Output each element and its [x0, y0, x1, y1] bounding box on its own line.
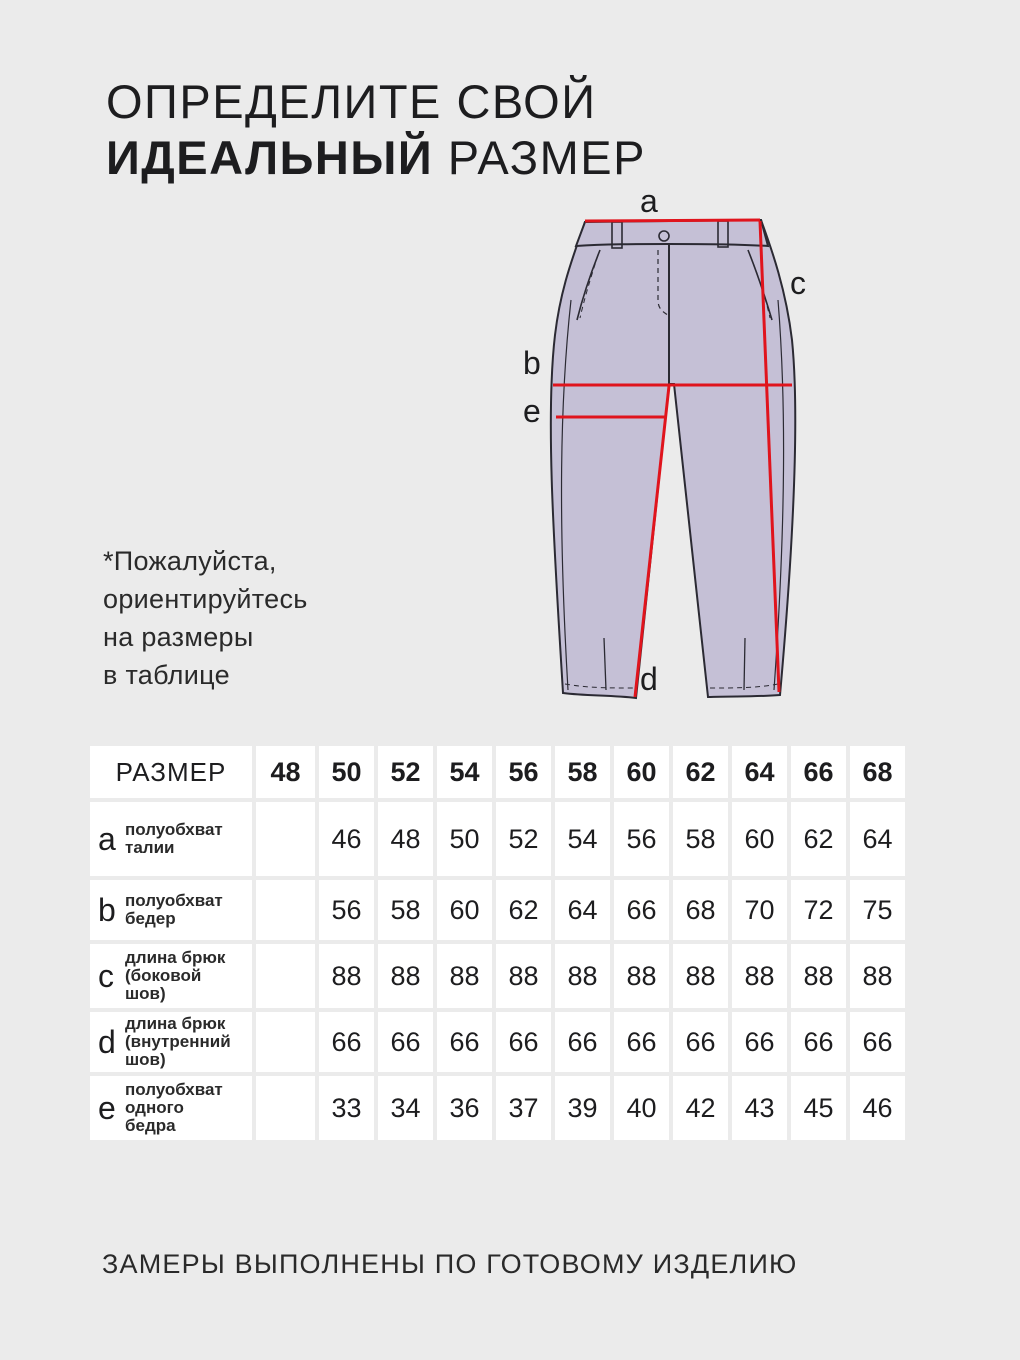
label-e: e [523, 393, 541, 429]
label-d: d [640, 661, 658, 697]
table-cell: 43 [732, 1076, 787, 1140]
table-cell: 64 [850, 802, 905, 876]
table-cell: 39 [555, 1076, 610, 1140]
table-cell: 88 [791, 944, 846, 1008]
header-size: 68 [850, 746, 905, 798]
row-label: e полуобхват одного бедра [90, 1076, 252, 1140]
table-cell: 62 [496, 880, 551, 940]
measure-a-line [585, 220, 760, 221]
row-label: d длина брюк (внутренний шов) [90, 1012, 252, 1072]
table-cell: 88 [673, 944, 728, 1008]
table-cell: 60 [732, 802, 787, 876]
table-cell: 66 [614, 1012, 669, 1072]
table-row-e [90, 1076, 905, 1140]
table-cell [256, 802, 315, 876]
header-size: 56 [496, 746, 551, 798]
table-cell: 46 [850, 1076, 905, 1140]
table-cell: 48 [378, 802, 433, 876]
table-cell: 66 [319, 1012, 374, 1072]
table-row-a [90, 802, 905, 876]
table-row-b [90, 880, 905, 940]
table-cell [256, 944, 315, 1008]
table-cell: 72 [791, 880, 846, 940]
table-cell: 88 [319, 944, 374, 1008]
note-line: на размеры [103, 622, 254, 652]
label-c: c [790, 265, 806, 301]
table-header-row [90, 746, 905, 798]
table-cell: 37 [496, 1076, 551, 1140]
header-size: 60 [614, 746, 669, 798]
button-icon [659, 231, 669, 241]
row-letter: a [98, 821, 116, 857]
table-cell: 52 [496, 802, 551, 876]
trousers-drawing [551, 220, 795, 698]
table-cell: 66 [850, 1012, 905, 1072]
label-b: b [523, 345, 541, 381]
trousers-left-leg [551, 222, 669, 698]
table-cell: 62 [791, 802, 846, 876]
table-cell: 45 [791, 1076, 846, 1140]
table-cell: 75 [850, 880, 905, 940]
table-cell: 68 [673, 880, 728, 940]
title-bold-word: ИДЕАЛЬНЫЙ [106, 131, 434, 184]
table-cell: 64 [555, 880, 610, 940]
table-cell: 88 [496, 944, 551, 1008]
table-cell: 66 [496, 1012, 551, 1072]
table-cell: 70 [732, 880, 787, 940]
table-cell: 66 [673, 1012, 728, 1072]
waistband [576, 220, 768, 246]
table-cell: 88 [378, 944, 433, 1008]
table-cell: 66 [437, 1012, 492, 1072]
size-table [86, 742, 909, 1144]
table-cell [256, 1076, 315, 1140]
table-row-c [90, 944, 905, 1008]
table-cell: 54 [555, 802, 610, 876]
header-size: 54 [437, 746, 492, 798]
table-cell: 58 [673, 802, 728, 876]
note-line: в таблице [103, 660, 230, 690]
table-cell: 66 [614, 880, 669, 940]
header-size: 62 [673, 746, 728, 798]
table-cell: 40 [614, 1076, 669, 1140]
header-size-label: РАЗМЕР [90, 746, 252, 798]
header-size: 66 [791, 746, 846, 798]
title-line-1: ОПРЕДЕЛИТЕ СВОЙ [106, 75, 597, 128]
row-label: a полуобхват талии [90, 802, 252, 876]
table-cell: 88 [732, 944, 787, 1008]
note-line: ориентируйтесь [103, 584, 308, 614]
table-cell: 36 [437, 1076, 492, 1140]
table-cell: 33 [319, 1076, 374, 1140]
row-letter: b [98, 892, 116, 928]
row-label: b полуобхват бедер [90, 880, 252, 940]
table-cell: 50 [437, 802, 492, 876]
size-note [103, 542, 308, 694]
table-cell: 88 [555, 944, 610, 1008]
table-cell: 56 [319, 880, 374, 940]
row-label: c длина брюк (боковой шов) [90, 944, 252, 1008]
table-cell: 88 [437, 944, 492, 1008]
row-letter: c [98, 958, 114, 994]
table-row-d [90, 1012, 905, 1072]
table-cell: 66 [378, 1012, 433, 1072]
row-letter: d [98, 1024, 116, 1060]
table-cell: 46 [319, 802, 374, 876]
header-size: 58 [555, 746, 610, 798]
table-cell: 88 [850, 944, 905, 1008]
table-cell: 58 [378, 880, 433, 940]
label-a: a [640, 183, 658, 219]
table-cell [256, 1012, 315, 1072]
header-size: 50 [319, 746, 374, 798]
table-cell: 34 [378, 1076, 433, 1140]
footer-note: ЗАМЕРЫ ВЫПОЛНЕНЫ ПО ГОТОВОМУ ИЗДЕЛИЮ [102, 1249, 798, 1279]
table-cell: 66 [555, 1012, 610, 1072]
table-cell: 56 [614, 802, 669, 876]
header-size: 52 [378, 746, 433, 798]
row-letter: e [98, 1090, 116, 1126]
note-line: *Пожалуйста, [103, 546, 277, 576]
header-size: 48 [256, 746, 315, 798]
table-cell: 88 [614, 944, 669, 1008]
title-rest-word: РАЗМЕР [447, 131, 646, 184]
table-cell: 42 [673, 1076, 728, 1140]
header-size: 64 [732, 746, 787, 798]
table-cell [256, 880, 315, 940]
table-cell: 66 [732, 1012, 787, 1072]
table-cell: 60 [437, 880, 492, 940]
table-cell: 66 [791, 1012, 846, 1072]
